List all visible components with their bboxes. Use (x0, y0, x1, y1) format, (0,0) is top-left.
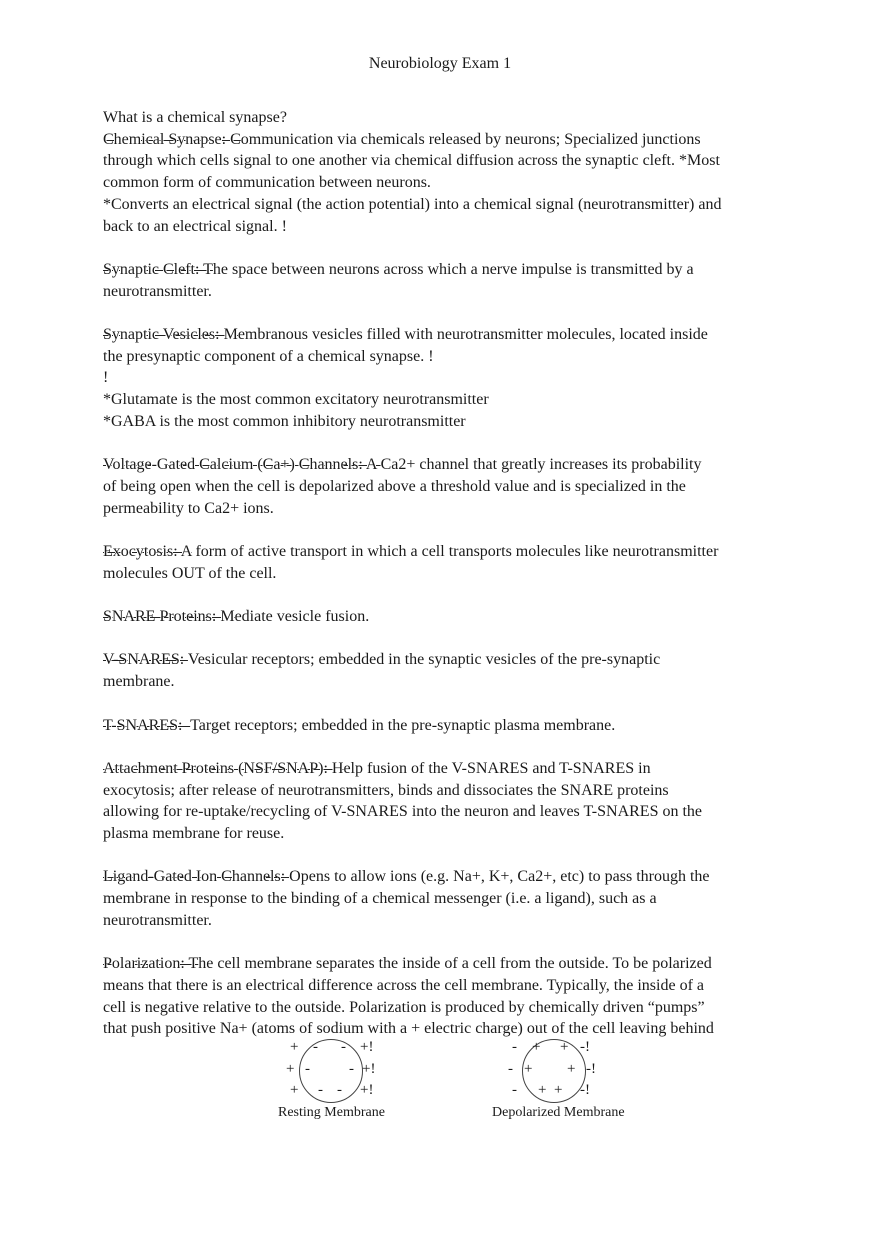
term-ligand-gated: Ligand-Gated Ion Channels: O (103, 868, 301, 886)
definition-line: ! (103, 369, 109, 387)
charge-label: - (512, 1082, 517, 1098)
definition-line: Target receptors; embedded in the pre-synaptic plasma membrane. (190, 716, 616, 734)
charge-label: + (290, 1082, 299, 1098)
definition-line: permeability to Ca2+ ions. (103, 499, 274, 517)
definition-line: neurotransmitter. (103, 911, 212, 929)
definition-line: *GABA is the most common inhibitory neurotransmitter (103, 412, 466, 430)
section-synaptic-cleft (103, 259, 783, 302)
definition-line: of being open when the cell is depolarized above a threshold value and is specialized in the (103, 477, 686, 495)
page-title: Neurobiology Exam 1 (368, 55, 512, 72)
charge-label: + (532, 1039, 541, 1055)
term-attachment-proteins: Attachment Proteins (NSF/SNAP): H (103, 759, 344, 777)
definition-line: back to an electrical signal. ! (103, 217, 287, 235)
resting-membrane-caption: Resting Membrane (278, 1105, 385, 1120)
definition-line: membrane. (103, 673, 175, 691)
term-polarization: Polarization: T (103, 955, 199, 973)
definition-line: elp fusion of the V-SNARES and T-SNARES in (343, 759, 651, 777)
charge-label: -! (580, 1082, 590, 1098)
term-synaptic-vesicles: Synaptic Vesicles: M (103, 326, 238, 343)
membrane-diagrams (0, 1036, 880, 1126)
term-synaptic-cleft: Synaptic Cleft: T (103, 260, 213, 278)
charge-label: - (512, 1039, 517, 1055)
term-v-snares: V-SNARES: (103, 651, 188, 669)
definition-line: pens to allow ions (e.g. Na+, K+, Ca2+, etc) to pass through the (300, 868, 710, 886)
charge-label: - (305, 1061, 310, 1077)
charge-label: - (508, 1061, 513, 1077)
section-polarization (103, 953, 783, 1040)
question (103, 107, 783, 237)
definition-line: molecules OUT of the cell. (103, 564, 277, 582)
definition-line: embranous vesicles filled with neurotransmitter molecules, located inside (237, 326, 708, 343)
term-voltage-gated: Voltage-Gated Calcium (Ca+) Channels: A (103, 456, 381, 474)
definition-line: through which cells signal to one another via chemical diffusion across the synaptic cleft. *Most (103, 152, 720, 170)
charge-label: -! (586, 1061, 596, 1077)
charge-label: + (567, 1061, 576, 1077)
definition-line: Ca2+ channel that greatly increases its probability (380, 456, 702, 474)
section-synaptic-vesicles (103, 324, 783, 433)
definition-line: allowing for re-uptake/recycling of V-SNARES into the neuron and leaves T-SNARES on the (103, 803, 703, 821)
charge-label: + (560, 1039, 569, 1055)
definition-line: that push positive Na+ (atoms of sodium with a + electric charge) out of the cell leaving behind (103, 1020, 714, 1038)
question-text: What is a chemical synapse? (103, 109, 287, 126)
definition-line: ommunication via chemicals released by neurons; Specialized junctions (240, 130, 701, 148)
definition-line: ediate vesicle fusion. (234, 608, 370, 626)
definition-line: plasma membrane for reuse. (103, 825, 285, 843)
definition-line: common form of communication between neurons. (103, 174, 431, 192)
term-chemical-synapse: Chemical Synapse: C (103, 130, 241, 148)
charge-label: +! (362, 1061, 376, 1077)
charge-label: - (318, 1082, 323, 1098)
definition-line: form of active transport in which a cell transports molecules like neurotransmitter (191, 543, 719, 560)
definition-line: *Glutamate is the most common excitatory neurotransmitter (103, 391, 489, 409)
definition-line: means that there is an electrical difference across the cell membrane. Typically, the inside of a (103, 976, 704, 994)
definition-line: *Converts an electrical signal (the action potential) into a chemical signal (neurotransmitter) and (103, 195, 722, 213)
definition-line: he space between neurons across which a nerve impulse is transmitted by a (212, 260, 694, 278)
section-ligand-gated (103, 866, 783, 931)
charge-label: - (313, 1039, 318, 1055)
charge-label: +! (360, 1039, 374, 1055)
charge-label: + (538, 1082, 547, 1098)
charge-label: + (524, 1061, 533, 1077)
section-attachment-proteins (103, 758, 783, 845)
term-t-snares: T-SNARES: (103, 716, 191, 734)
definition-line: he cell membrane separates the inside of a cell from the outside. To be polarized (198, 955, 712, 973)
definition-line: Vesicular receptors; embedded in the synaptic vesicles of the pre-synaptic (187, 651, 661, 669)
charge-label: - (341, 1039, 346, 1055)
section-t-snares (103, 715, 783, 737)
definition-line: neurotransmitter. (103, 282, 212, 300)
section-snare (103, 606, 783, 628)
charge-label: + (286, 1061, 295, 1077)
definition-line: exocytosis; after release of neurotransmitters, binds and dissociates the SNARE proteins (103, 781, 669, 799)
charge-label: - (337, 1082, 342, 1098)
charge-label: + (554, 1082, 563, 1098)
definition-line: membrane in response to the binding of a chemical messenger (i.e. a ligand), such as a (103, 890, 657, 908)
section-exocytosis (103, 541, 783, 584)
charge-label: - (349, 1061, 354, 1077)
section-v-snares (103, 649, 783, 692)
term-exocytosis: Exocytosis: A (103, 543, 192, 560)
charge-label: -! (580, 1039, 590, 1055)
definition-line: cell is negative relative to the outside. Polarization is produced by chemically driven “pumps” (103, 998, 705, 1016)
depolarized-membrane-caption: Depolarized Membrane (492, 1105, 625, 1120)
document-body (103, 107, 783, 1040)
definition-line: the presynaptic component of a chemical synapse. ! (103, 347, 434, 365)
section-voltage-gated (103, 454, 783, 519)
charge-label: + (290, 1039, 299, 1055)
charge-label: +! (360, 1082, 374, 1098)
term-snare: SNARE Proteins: M (103, 608, 235, 626)
